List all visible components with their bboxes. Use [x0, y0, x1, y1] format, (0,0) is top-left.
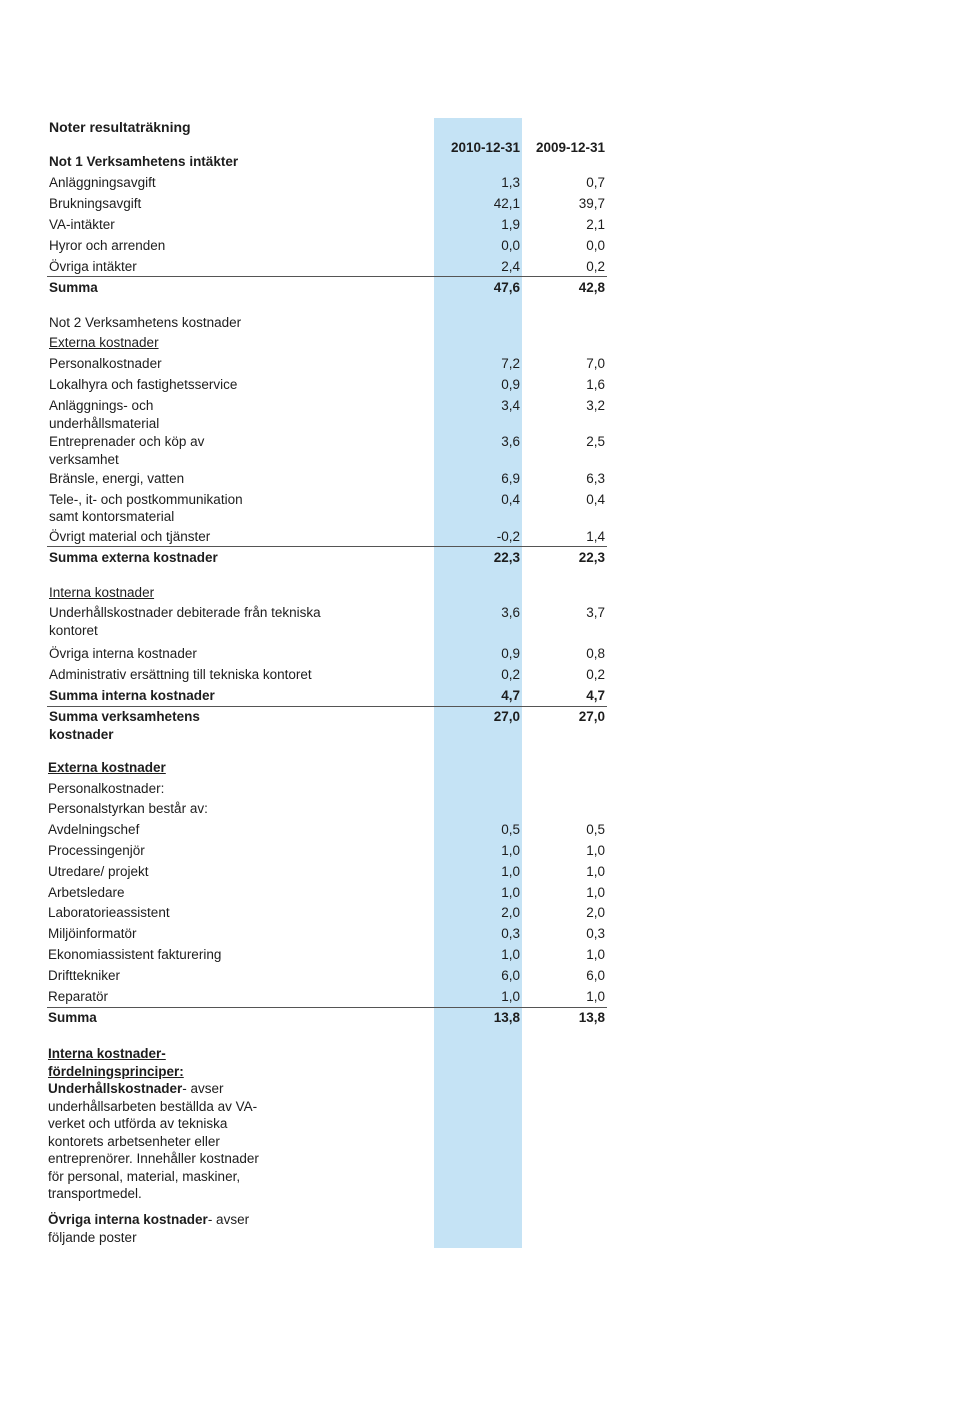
- table-row: Personalkostnader 7,2 7,0: [49, 356, 605, 371]
- sum-row: Summa externa kostnader 22,3 22,3: [49, 550, 605, 565]
- table-row: Övriga interna kostnader 0,9 0,8: [49, 646, 605, 661]
- table-row: Anläggningsavgift 1,3 0,7: [49, 175, 605, 190]
- principle-paragraph: Övriga interna kostnader- avser följande poster: [48, 1212, 250, 1245]
- column-header-2010: 2010-12-31: [450, 140, 520, 155]
- table-row: Miljöinformatör 0,3 0,3: [48, 926, 605, 941]
- table-row-continuation: verksamhet: [49, 452, 119, 467]
- table-row: VA-intäkter 1,9 2,1: [49, 217, 605, 232]
- table-row: Entreprenader och köp av 3,6 2,5: [49, 434, 605, 449]
- table-row: Processingenjör 1,0 1,0: [48, 843, 605, 858]
- table-row: Övrigt material och tjänster -0,2 1,4: [49, 529, 605, 544]
- table-row-continuation: kontoret: [49, 623, 98, 638]
- table-row: Brukningsavgift 42,1 39,7: [49, 196, 605, 211]
- table-row: Laboratorieassistent 2,0 2,0: [48, 905, 605, 920]
- table-row: Administrativ ersättning till tekniska kontoret 0,2 0,2: [49, 667, 605, 682]
- note1-heading: Not 1 Verksamhetens intäkter: [49, 154, 239, 169]
- principles-heading: Interna kostnader- fördelningsprinciper:: [48, 1046, 184, 1079]
- column-header-2009: 2009-12-31: [535, 140, 605, 155]
- table-row-continuation: underhållsmaterial: [49, 416, 160, 431]
- sum-row: Summa interna kostnader 4,7 4,7: [49, 688, 605, 703]
- divider: [47, 276, 607, 277]
- table-row: Lokalhyra och fastighetsservice 0,9 1,6: [49, 377, 605, 392]
- table-row: Hyror och arrenden 0,0 0,0: [49, 238, 605, 253]
- table-row: Anläggnings- och 3,4 3,2: [49, 398, 605, 413]
- principle-paragraph: Underhållskostnader- avser underhållsarbeten beställda av VA-verket och utförda av tekniska kontorets arbetsenheter eller entreprenörer. Innehåller kostnader för personal, material, maskiner, transportmedel.: [48, 1081, 259, 1201]
- sum-row: Summa 47,6 42,8: [49, 280, 605, 295]
- table-row: Utredare/ projekt 1,0 1,0: [48, 864, 605, 879]
- table-row: Arbetsledare 1,0 1,0: [48, 885, 605, 900]
- table-row: Tele-, it- och postkommunikation 0,4 0,4: [49, 492, 605, 507]
- page-title: Noter resultaträkning: [49, 119, 191, 135]
- table-row: Reparatör 1,0 1,0: [48, 989, 605, 1004]
- table-row: Bränsle, energi, vatten 6,9 6,3: [49, 471, 605, 486]
- divider: [47, 546, 607, 547]
- section-heading: Interna kostnader: [49, 585, 155, 600]
- table-row: Ekonomiassistent fakturering 1,0 1,0: [48, 947, 605, 962]
- sum-row: Summa 13,8 13,8: [48, 1010, 605, 1025]
- total-row: Summa verksamhetens 27,0 27,0: [49, 709, 605, 724]
- table-row: Drifttekniker 6,0 6,0: [48, 968, 605, 983]
- divider: [47, 1007, 607, 1008]
- total-row-continuation: kostnader: [49, 727, 114, 742]
- table-row: Underhållskostnader debiterade från tekniska 3,6 3,7: [49, 605, 605, 620]
- note2-heading: Not 2 Verksamhetens kostnader: [49, 315, 242, 330]
- subheading: Personalstyrkan består av:: [48, 801, 208, 816]
- section-heading: Externa kostnader: [48, 760, 166, 775]
- subheading: Personalkostnader:: [48, 781, 165, 796]
- divider: [47, 706, 607, 707]
- table-row: Övriga intäkter 2,4 0,2: [49, 259, 605, 274]
- section-heading: Externa kostnader: [49, 335, 159, 350]
- table-row-continuation: samt kontorsmaterial: [49, 509, 175, 524]
- table-row: Avdelningschef 0,5 0,5: [48, 822, 605, 837]
